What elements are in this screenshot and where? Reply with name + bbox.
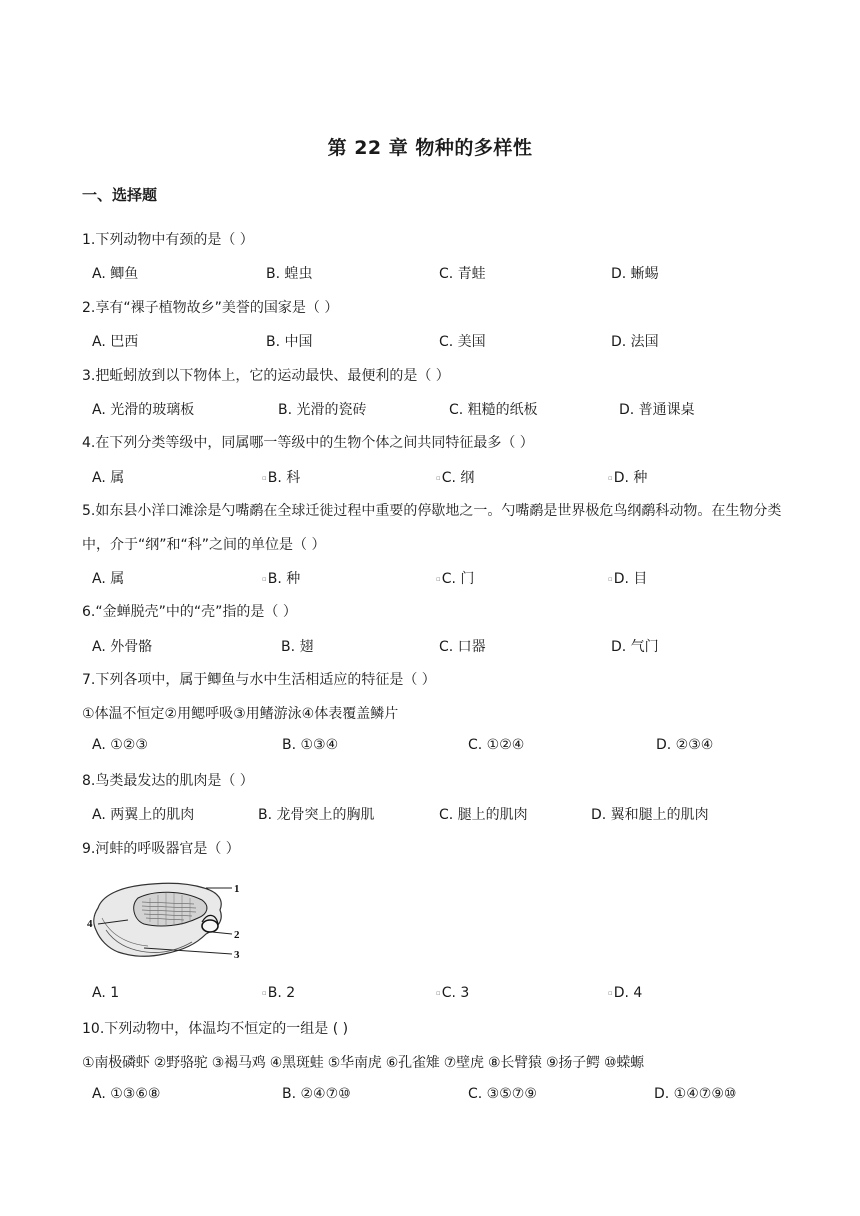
question-6: 6.“金蝉脱壳”中的“壳”指的是（ ） — [82, 604, 297, 620]
option-a[interactable]: A. ①②③ — [92, 737, 148, 753]
question-3: 3.把蚯蚓放到以下物体上，它的运动最快、最便利的是（ ） — [82, 368, 450, 384]
bullet-icon: ▫ — [608, 989, 613, 997]
question-9: 9.河蚌的呼吸器官是（ ） — [82, 841, 240, 857]
figure-label-4: 4 — [87, 918, 93, 930]
options-q9 — [92, 985, 792, 1005]
option-a[interactable]: A. 属 — [92, 571, 125, 587]
question-2: 2.享有“裸子植物故乡”美誉的国家是（ ） — [82, 300, 339, 316]
option-c[interactable]: ▫C. 纲 — [436, 470, 475, 486]
option-b[interactable]: B. ②④⑦⑩ — [282, 1086, 351, 1102]
option-d[interactable]: D. ②③④ — [656, 737, 714, 753]
option-a[interactable]: A. 鲫鱼 — [92, 266, 139, 282]
question-4: 4.在下列分类等级中，同属哪一等级中的生物个体之间共同特征最多（ ） — [82, 435, 534, 451]
mussel-diagram — [84, 868, 254, 974]
option-b[interactable]: B. 蝗虫 — [266, 266, 313, 282]
option-c[interactable]: C. 青蛙 — [439, 266, 486, 282]
option-a[interactable]: A. ①③⑥⑧ — [92, 1086, 161, 1102]
page-title: 第 22 章 物种的多样性 — [327, 137, 533, 159]
figure-label-3: 3 — [234, 949, 240, 961]
option-a[interactable]: A. 外骨骼 — [92, 639, 153, 655]
option-b[interactable]: B. 中国 — [266, 334, 313, 350]
options-q5 — [92, 568, 792, 588]
option-b[interactable]: B. 翅 — [281, 639, 314, 655]
options-q7 — [92, 737, 792, 757]
mussel-anatomy-figure — [84, 868, 254, 970]
figure-label-1: 1 — [234, 883, 240, 895]
option-d[interactable]: ▫D. 种 — [608, 470, 648, 486]
bullet-icon: ▫ — [436, 989, 441, 997]
option-d[interactable]: D. 翼和腿上的肌肉 — [591, 807, 709, 823]
options-q4 — [92, 467, 792, 487]
bullet-icon: ▫ — [436, 474, 441, 482]
option-d[interactable]: ▫D. 4 — [608, 985, 643, 1001]
question-10-animals: ①南极磷虾 ②野骆驼 ③褐马鸡 ④黑斑蛙 ⑤华南虎 ⑥孔雀雉 ⑦壁虎 ⑧长臂猿 ⑨扬子鳄 ⑩蝾螈 — [82, 1055, 644, 1071]
option-b[interactable]: ▫B. 科 — [262, 470, 301, 486]
options-q1 — [92, 263, 792, 283]
option-d[interactable]: D. 普通课桌 — [619, 402, 695, 418]
option-d[interactable]: D. ①④⑦⑨⑩ — [654, 1086, 737, 1102]
bullet-icon: ▫ — [262, 575, 267, 583]
option-c[interactable]: ▫C. 3 — [436, 985, 470, 1001]
option-c[interactable]: C. ③⑤⑦⑨ — [468, 1086, 537, 1102]
options-q6 — [92, 636, 792, 656]
option-c[interactable]: C. 美国 — [439, 334, 486, 350]
option-b[interactable]: B. ①③④ — [282, 737, 339, 753]
option-b[interactable]: ▫B. 2 — [262, 985, 296, 1001]
option-d[interactable]: ▫D. 目 — [608, 571, 648, 587]
options-q2 — [92, 331, 792, 351]
figure-label-2: 2 — [234, 929, 240, 941]
option-b[interactable]: B. 光滑的瓷砖 — [278, 402, 367, 418]
option-d[interactable]: D. 蜥蜴 — [611, 266, 659, 282]
option-a[interactable]: A. 两翼上的肌肉 — [92, 807, 195, 823]
question-8: 8.鸟类最发达的肌肉是（ ） — [82, 773, 254, 789]
option-a[interactable]: A. 属 — [92, 470, 125, 486]
option-c[interactable]: C. 口器 — [439, 639, 486, 655]
question-1: 1.下列动物中有颈的是（ ） — [82, 232, 254, 248]
bullet-icon: ▫ — [436, 575, 441, 583]
options-q3 — [92, 399, 792, 419]
option-b[interactable]: ▫B. 种 — [262, 571, 301, 587]
option-c[interactable]: C. ①②④ — [468, 737, 525, 753]
question-5: 5.如东县小洋口滩涂是勺嘴鹬在全球迁徙过程中重要的停歇地之一。勺嘴鹬是世界极危鸟纲鹬科动物。在生物分类中，介于“纲”和“科”之间的单位是（ ） — [82, 503, 782, 553]
bullet-icon: ▫ — [608, 474, 613, 482]
section-heading: 一、选择题 — [82, 186, 158, 204]
option-d[interactable]: D. 法国 — [611, 334, 659, 350]
bullet-icon: ▫ — [262, 989, 267, 997]
bullet-icon: ▫ — [608, 575, 613, 583]
option-c[interactable]: C. 腿上的肌肉 — [439, 807, 528, 823]
option-c[interactable]: ▫C. 门 — [436, 571, 475, 587]
option-d[interactable]: D. 气门 — [611, 639, 659, 655]
options-q8 — [92, 804, 792, 824]
question-7-statements: ①体温不恒定②用鳃呼吸③用鳍游泳④体表覆盖鳞片 — [82, 706, 399, 722]
question-7: 7.下列各项中，属于鲫鱼与水中生活相适应的特征是（ ） — [82, 672, 436, 688]
question-10: 10.下列动物中，体温均不恒定的一组是 ( ) — [82, 1021, 349, 1037]
option-a[interactable]: A. 巴西 — [92, 334, 139, 350]
option-a[interactable]: A. 光滑的玻璃板 — [92, 402, 195, 418]
option-c[interactable]: C. 粗糙的纸板 — [449, 402, 538, 418]
options-q10 — [92, 1086, 792, 1106]
option-a[interactable]: A. 1 — [92, 985, 120, 1001]
bullet-icon: ▫ — [262, 474, 267, 482]
option-b[interactable]: B. 龙骨突上的胸肌 — [258, 807, 375, 823]
